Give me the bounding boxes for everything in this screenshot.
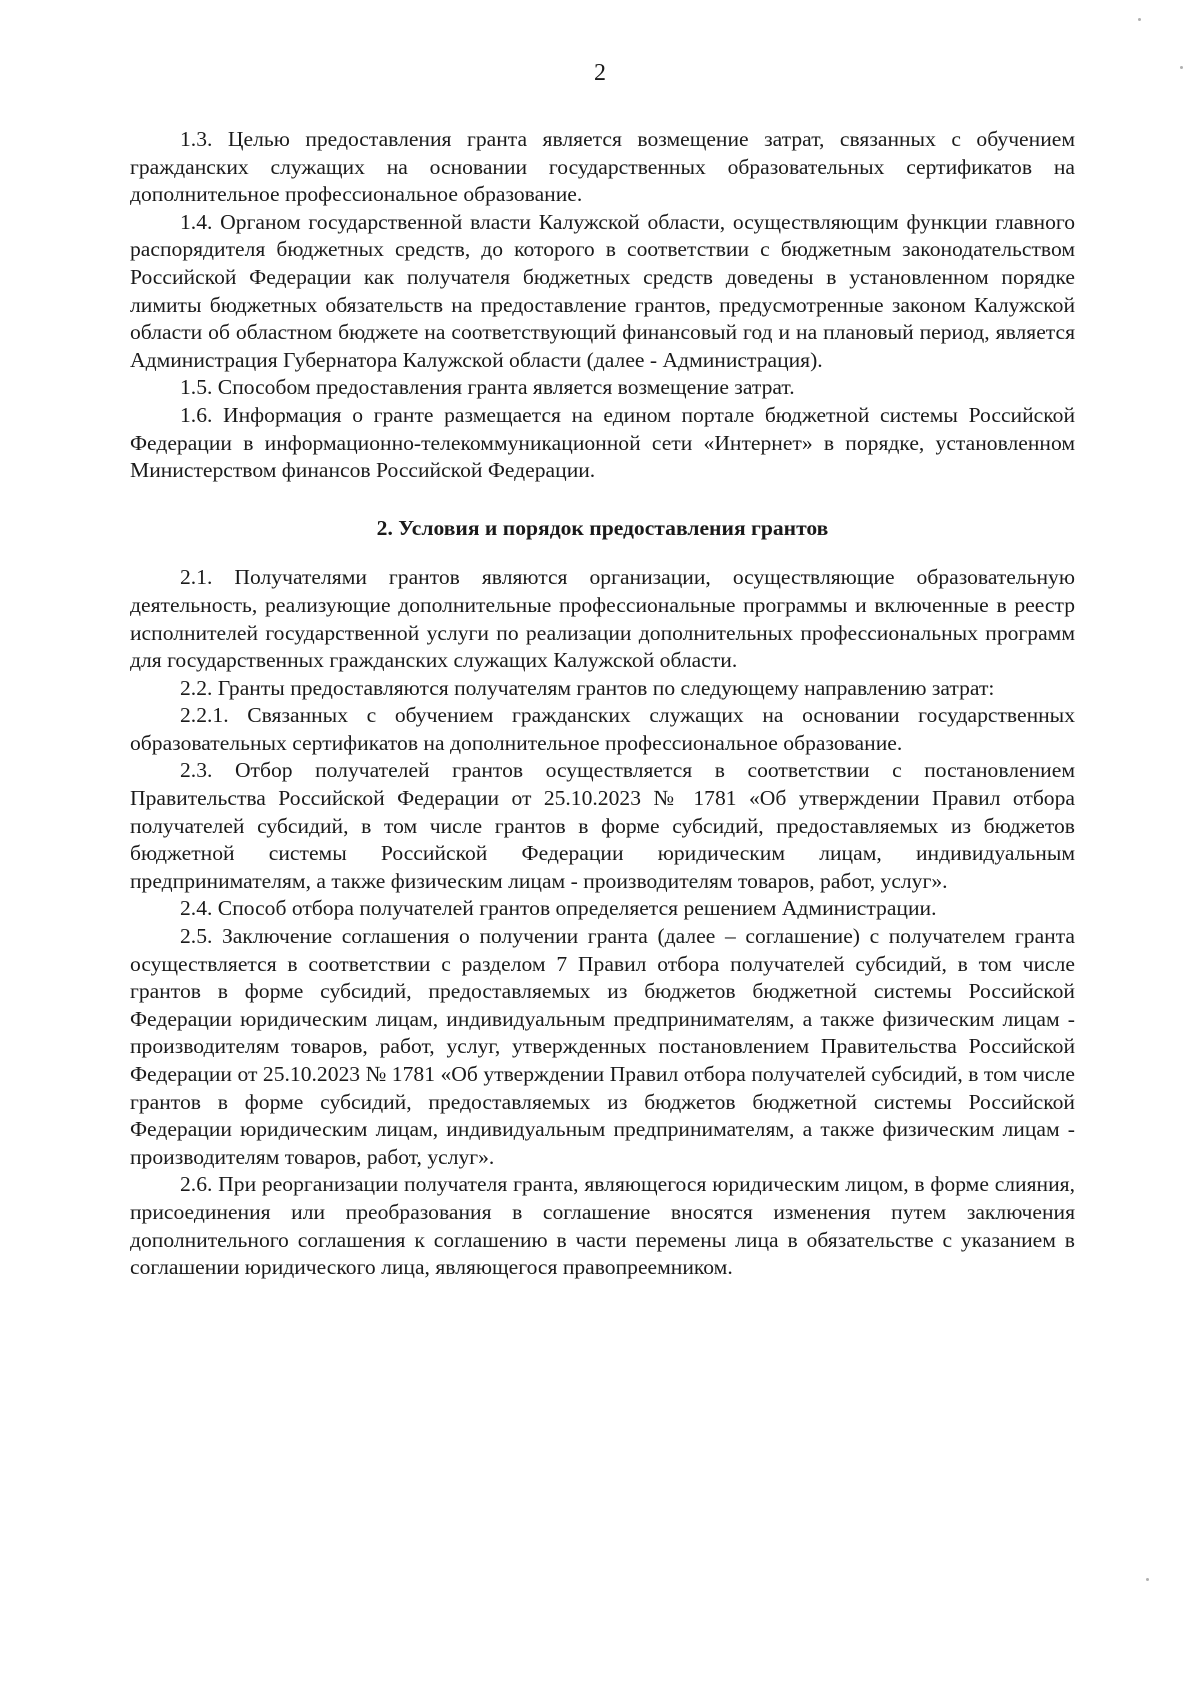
scan-speck	[1146, 1578, 1149, 1581]
paragraph-2-2: 2.2. Гранты предоставляются получателям грантов по следующему направлению затрат:	[180, 675, 995, 700]
paragraph-1-5: 1.5. Способом предоставления гранта является возмещение затрат.	[180, 375, 795, 400]
paragraph-2-3: 2.3. Отбор получателей грантов осуществляется в соответствии с постановлением Правительства Российской Федерации от 25.10.2023 № 1781 «Об утверждении Правил отбора получателей субсидий, в том числе грантов в форме субсидий, предоставляемых из бюджетов бюджетной системы Российской Федерации юридическим лицам, индивидуальным предпринимателям, а также физическим лицам - производителям товаров, работ, услуг».	[130, 758, 1075, 893]
paragraph-2-5: 2.5. Заключение соглашения о получении гранта (далее – соглашение) с получателем гранта осуществляется в соответствии с разделом 7 Правил отбора получателей субсидий, в том числе грантов в форме субсидий, предоставляемых из бюджетов бюджетной системы Российской Федерации юридическим лицам, индивидуальным предпринимателям, а также физическим лицам - производителям товаров, работ, услуг, утвержденных постановлением Правительства Российской Федерации от 25.10.2023 № 1781 «Об утверждении Правил отбора получателей субсидий, в том числе грантов в форме субсидий, предоставляемых из бюджетов бюджетной системы Российской Федерации юридическим лицам, индивидуальным предпринимателям, а также физическим лицам - производителям товаров, работ, услуг».	[130, 924, 1075, 1169]
paragraph-2-1: 2.1. Получателями грантов являются организации, осуществляющие образовательную деятельность, реализующие дополнительные профессиональные программы и включенные в реестр исполнителей государственной услуги по реализации дополнительных профессиональных программ для государственных гражданских служащих Калужской области.	[130, 565, 1075, 673]
scan-speck	[1138, 18, 1141, 21]
paragraph-2-6: 2.6. При реорганизации получателя гранта, являющегося юридическим лицом, в форме слияния, присоединения или преобразования в соглашение вносятся изменения путем заключения дополнительного соглашения к соглашению в части перемены лица в обязательстве с указанием в соглашении юридического лица, являющегося правопреемником.	[130, 1172, 1075, 1280]
paragraph-1-6: 1.6. Информация о гранте размещается на едином портале бюджетной системы Российской Федерации в информационно-телекоммуникационной сети «Интернет» в порядке, установленном Министерством финансов Российской Федерации.	[130, 402, 1075, 483]
paragraph-2-4: 2.4. Способ отбора получателей грантов определяется решением Администрации.	[180, 896, 937, 921]
section-2-heading: 2. Условия и порядок предоставления грантов	[376, 515, 829, 540]
paragraph-2-2-1: 2.2.1. Связанных с обучением гражданских служащих на основании государственных образовательных сертификатов на дополнительное профессиональное образование.	[130, 703, 1075, 755]
paragraph-1-3: 1.3. Целью предоставления гранта является возмещение затрат, связанных с обучением гражданских служащих на основании государственных образовательных сертификатов на дополнительное профессиональное образование.	[130, 127, 1075, 207]
paragraph-1-4: 1.4. Органом государственной власти Калужской области, осуществляющим функции главного распорядителя бюджетных средств, до которого в соответствии с бюджетным законодательством Российской Федерации как получателя бюджетных средств доведены в установленном порядке лимиты бюджетных обязательств на предоставление грантов, предусмотренные законом Калужской области об областном бюджете на соответствующий финансовый год и на плановый период, является Администрация Губернатора Калужской области (далее - Администрация).	[130, 209, 1075, 372]
document-body	[130, 126, 1075, 1282]
page-number: 2	[594, 60, 606, 86]
scan-speck	[1180, 66, 1183, 69]
